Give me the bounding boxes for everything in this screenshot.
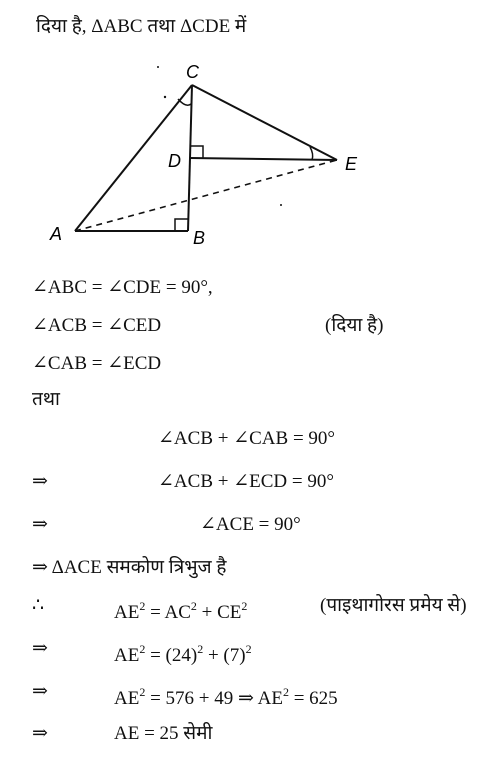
therefore-symbol: ∴ — [32, 595, 45, 616]
intro-text: दिया है, ΔABC तथा ΔCDE में — [36, 16, 247, 37]
right-angle-b — [175, 219, 188, 231]
dot-mark — [157, 66, 159, 68]
label-a: A — [50, 224, 63, 244]
label-c: C — [186, 62, 199, 82]
implies-arrow: ⇒ — [32, 723, 48, 744]
label-d: D — [168, 151, 181, 171]
dot-mark — [164, 96, 166, 98]
step-6: ∠ACB + ∠ECD = 90° — [158, 471, 334, 492]
step-1: ∠ABC = ∠CDE = 90°, — [32, 277, 213, 298]
label-b: B — [193, 228, 206, 248]
triangle-figure — [0, 0, 495, 260]
step-8: ⇒ ΔACE समकोण त्रिभुज है — [32, 557, 227, 578]
step-5: ∠ACB + ∠CAB = 90° — [158, 428, 336, 449]
implies-arrow: ⇒ — [32, 638, 48, 659]
step-9-note: (पाइथागोरस प्रमेय से) — [320, 595, 467, 616]
segment-ae-dashed — [75, 160, 337, 231]
step-10: $AE^2 = (24)^2 + (7)^2$ — [114, 642, 252, 666]
step-9: $AE^2 = AC^2 + CE^2$ — [114, 599, 248, 623]
angle-arc-e — [310, 147, 313, 160]
right-angle-d — [190, 146, 203, 158]
label-e: E — [345, 154, 358, 174]
segment-ce — [192, 85, 337, 160]
step-12: AE = 25 सेमी — [114, 723, 213, 744]
step-3: ∠CAB = ∠ECD — [32, 353, 162, 374]
step-2: ∠ACB = ∠CED — [32, 315, 162, 336]
implies-arrow: ⇒ — [32, 681, 48, 702]
step-2-note: (दिया है) — [325, 315, 384, 336]
implies-arrow: ⇒ — [32, 514, 48, 535]
segment-de — [190, 158, 337, 160]
step-4: तथा — [32, 389, 60, 410]
implies-arrow: ⇒ — [32, 471, 48, 492]
dot-mark — [280, 204, 282, 206]
step-7: ∠ACE = 90° — [200, 514, 301, 535]
step-11: $AE^2 = 576 + 49$ ⇒ $AE^2 = 625$ — [114, 685, 338, 709]
